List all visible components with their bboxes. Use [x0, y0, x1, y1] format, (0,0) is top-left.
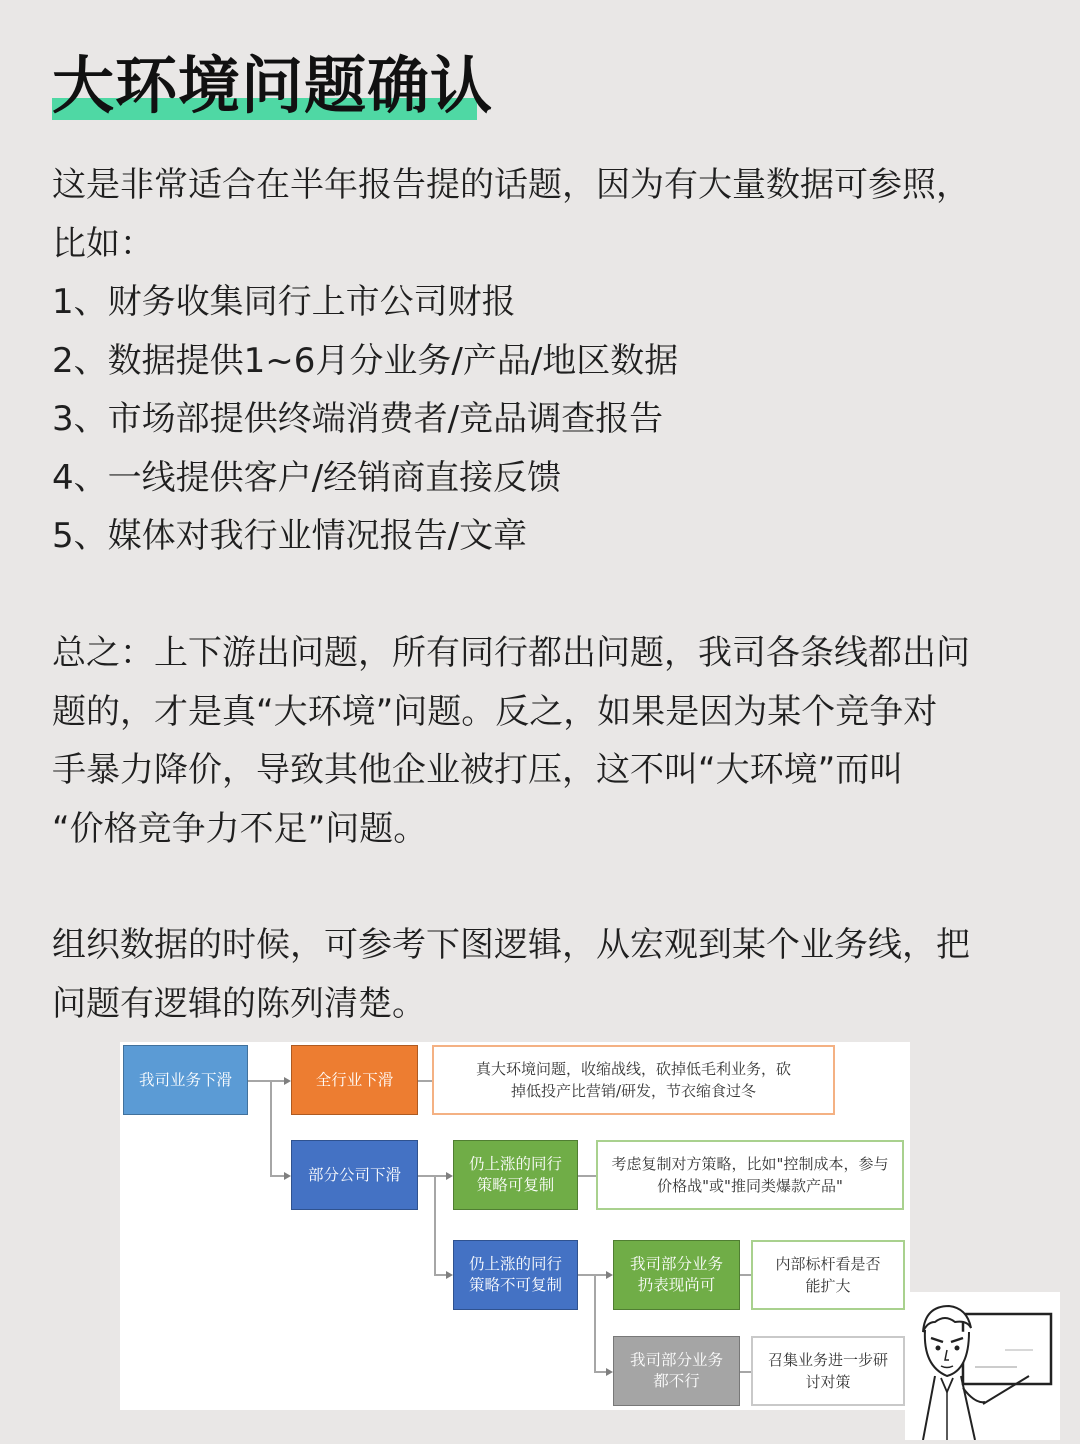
arrow-icon	[284, 1077, 291, 1085]
intro-line: 这是非常适合在半年报告提的话题，因为有大量数据可参照，	[52, 165, 970, 205]
connector	[434, 1175, 446, 1177]
some-ok-box: 我司部分业务扔表现尚可	[613, 1240, 740, 1310]
list-item: 4、一线提供客户/经销商直接反馈	[52, 457, 562, 498]
peers-copyable-box: 仍上涨的同行策略可复制	[453, 1140, 578, 1210]
connector	[418, 1080, 432, 1082]
summary-line: 总之：上下游出问题，所有同行都出问题，我司各条线都出问	[52, 633, 970, 673]
intro-line: 比如：	[52, 223, 154, 264]
summary-line: “价格竞争力不足”问题。	[52, 808, 428, 849]
list-item: 5、媒体对我行业情况报告/文章	[52, 516, 528, 556]
connector	[594, 1371, 606, 1373]
intro-paragraph	[52, 156, 1042, 566]
peers-not-copyable-box: 仍上涨的同行策略不可复制	[453, 1240, 578, 1310]
copyable-note-box: 考虑复制对方策略，比如"控制成本，参与价格战"或"推同类爆款产品"	[596, 1140, 904, 1210]
some-ok-note-box: 内部标杆看是否能扩大	[751, 1240, 905, 1310]
partial-down-box: 部分公司下滑	[291, 1140, 418, 1210]
connector	[434, 1274, 446, 1276]
page-title: 大环境问题确认	[52, 49, 494, 122]
connector	[594, 1274, 606, 1276]
summary-paragraph	[52, 624, 1042, 858]
teacher-pointing-board-icon	[905, 1292, 1060, 1440]
list-item: 3、市场部提供终端消费者/竞品调查报告	[52, 399, 664, 439]
logic-flowchart	[120, 1042, 910, 1410]
connector	[270, 1080, 272, 1176]
industry-down-box: 全行业下滑	[291, 1045, 418, 1115]
organize-line: 组织数据的时候，可参考下图逻辑，从宏观到某个业务线，把	[52, 925, 970, 965]
arrow-icon	[606, 1368, 613, 1376]
connector	[434, 1175, 436, 1275]
arrow-icon	[446, 1172, 453, 1180]
arrow-icon	[446, 1271, 453, 1279]
list-item: 1、财务收集同行上市公司财报	[52, 282, 516, 322]
summary-line: 题的，才是真“大环境”问题。反之，如果是因为某个竞争对	[52, 691, 938, 732]
arrow-icon	[606, 1271, 613, 1279]
connector	[594, 1274, 596, 1372]
industry-note-box: 真大环境问题，收缩战线，砍掉低毛利业务，砍掉低投产比营销/研发，节衣缩食过冬	[432, 1045, 835, 1115]
arrow-icon	[284, 1172, 291, 1180]
connector	[270, 1175, 284, 1177]
none-ok-box: 我司部分业务都不行	[613, 1336, 740, 1406]
list-item: 2、数据提供1~6月分业务/产品/地区数据	[52, 340, 679, 381]
organize-line: 问题有逻辑的陈列清楚。	[52, 983, 426, 1024]
title-block	[52, 50, 493, 122]
summary-line: 手暴力降价，导致其他企业被打压，这不叫“大环境”而叫	[52, 750, 904, 790]
connector	[248, 1080, 272, 1082]
connector	[270, 1080, 284, 1082]
root-box: 我司业务下滑	[123, 1045, 248, 1115]
none-ok-note-box: 召集业务进一步研讨对策	[751, 1336, 905, 1406]
connector	[578, 1175, 596, 1177]
organize-paragraph	[52, 916, 1042, 1033]
